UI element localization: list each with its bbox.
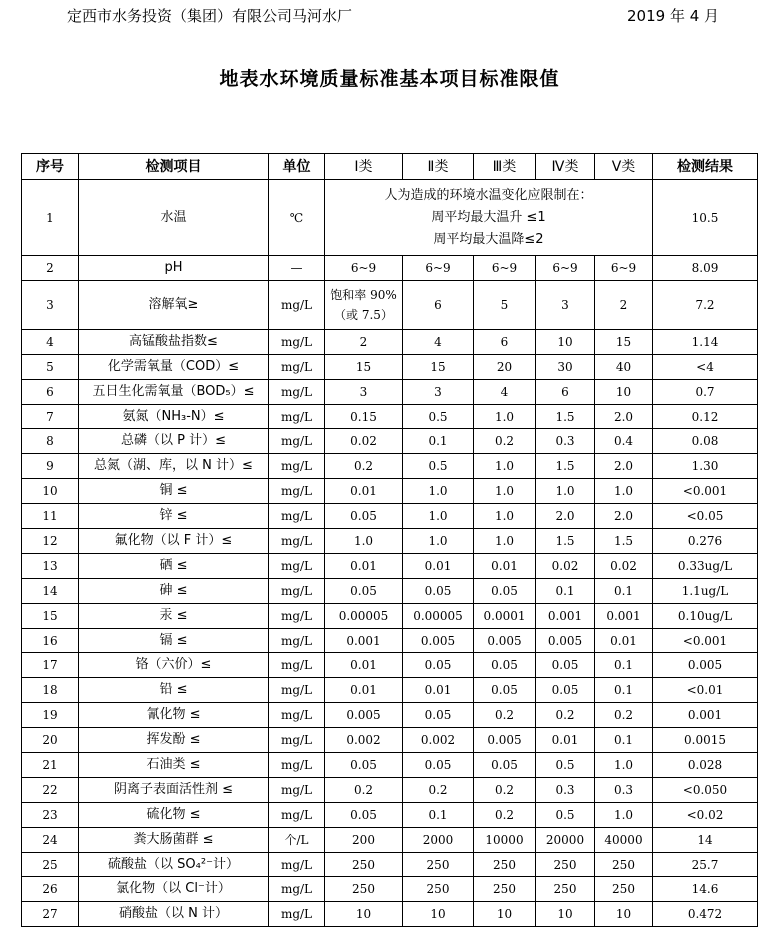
organization-name: 定西市水务投资（集团）有限公司马河水厂 [67,7,353,25]
table-row [22,628,758,653]
cell-class4: 1.5 [536,454,595,479]
cell-no: 10 [22,479,79,504]
col-header-class1: Ⅰ类 [325,154,403,180]
cell-class4: 30 [536,354,595,379]
table-row [22,454,758,479]
cell-class4: 2.0 [536,504,595,529]
cell-no: 20 [22,728,79,753]
col-header-class2: Ⅱ类 [403,154,474,180]
cell-item: 硝酸盐（以 N 计） [79,902,269,927]
cell-class2: 250 [403,852,474,877]
cell-no: 15 [22,603,79,628]
table-row [22,877,758,902]
table-row [22,802,758,827]
table-row [22,379,758,404]
standards-table [21,153,758,927]
cell-class5: 250 [595,852,653,877]
cell-class4: 0.02 [536,553,595,578]
cell-class5: 0.4 [595,429,653,454]
table-row [22,777,758,802]
table-row [22,553,758,578]
cell-class3: 0.2 [474,429,536,454]
cell-result: <0.01 [653,678,758,703]
cell-class2: 3 [403,379,474,404]
cell-class2: 10 [403,902,474,927]
cell-class5: 0.2 [595,703,653,728]
cell-class4: 1.0 [536,479,595,504]
table-row [22,902,758,927]
cell-class1: 0.2 [325,454,403,479]
cell-class5: 0.1 [595,678,653,703]
cell-class1: 250 [325,877,403,902]
cell-no: 8 [22,429,79,454]
cell-class1: 0.01 [325,553,403,578]
cell-unit: mg/L [269,404,325,429]
cell-class2: 2000 [403,827,474,852]
cell-result: 0.0015 [653,728,758,753]
cell-class5: 10 [595,379,653,404]
report-date: 2019 年 4 月 [627,7,720,25]
cell-result: <0.001 [653,628,758,653]
cell-result: 14.6 [653,877,758,902]
cell-item: 汞 ≤ [79,603,269,628]
cell-class3: 0.05 [474,578,536,603]
cell-class3: 250 [474,877,536,902]
cell-no: 16 [22,628,79,653]
cell-unit: mg/L [269,678,325,703]
cell-class2: 6 [403,280,474,329]
cell-result: 10.5 [653,180,758,256]
col-header-result: 检测结果 [653,154,758,180]
cell-class1: 6~9 [325,256,403,281]
cell-class2: 0.00005 [403,603,474,628]
cell-item: 氰化物 ≤ [79,703,269,728]
cell-class1: 0.005 [325,703,403,728]
cell-class4: 0.2 [536,703,595,728]
cell-item: 铬（六价）≤ [79,653,269,678]
table-row [22,678,758,703]
cell-class5: 0.1 [595,653,653,678]
table-row [22,280,758,329]
cell-item: 硫酸盐（以 SO₄²⁻计） [79,852,269,877]
cell-class2: 0.002 [403,728,474,753]
cell-item: 氯化物（以 Cl⁻计） [79,877,269,902]
cell-item: 铅 ≤ [79,678,269,703]
cell-class2: 0.5 [403,404,474,429]
cell-result: 0.001 [653,703,758,728]
table-header-row [22,154,758,180]
cell-class1: 0.2 [325,777,403,802]
cell-class4: 0.5 [536,802,595,827]
cell-class5: 1.0 [595,479,653,504]
cell-unit: ℃ [269,180,325,256]
cell-class2: 4 [403,329,474,354]
cell-unit: mg/L [269,479,325,504]
cell-unit: mg/L [269,877,325,902]
cell-class1: 0.15 [325,404,403,429]
cell-result: 0.472 [653,902,758,927]
notice-line: 人为造成的环境水温变化应限制在： [384,187,593,203]
cell-class1: 0.001 [325,628,403,653]
table-row [22,603,758,628]
cell-item: 砷 ≤ [79,578,269,603]
cell-class5: 2.0 [595,454,653,479]
cell-unit: mg/L [269,902,325,927]
cell-class3: 0.0001 [474,603,536,628]
cell-unit: mg/L [269,852,325,877]
cell-unit: mg/L [269,653,325,678]
cell-unit: 个/L [269,827,325,852]
cell-class3: 10 [474,902,536,927]
cell-class5: 1.5 [595,529,653,554]
cell-no: 27 [22,902,79,927]
cell-item: 五日生化需氧量（BOD₅）≤ [79,379,269,404]
cell-no: 21 [22,753,79,778]
cell-result: 0.33ug/L [653,553,758,578]
notice-line: 周平均最大温降≤2 [433,231,544,247]
cell-item: 总氮（湖、库，以 N 计）≤ [79,454,269,479]
cell-class5: 0.3 [595,777,653,802]
cell-item: 硫化物 ≤ [79,802,269,827]
table-row [22,429,758,454]
table-row [22,479,758,504]
cell-no: 22 [22,777,79,802]
cell-class3: 5 [474,280,536,329]
cell-class3: 1.0 [474,404,536,429]
cell-class4: 0.05 [536,653,595,678]
cell-result: 1.1ug/L [653,578,758,603]
cell-item: 锌 ≤ [79,504,269,529]
cell-item: pH [79,256,269,281]
cell-no: 14 [22,578,79,603]
cell-unit: mg/L [269,329,325,354]
cell-no: 18 [22,678,79,703]
cell-class5: 250 [595,877,653,902]
cell-class5: 0.01 [595,628,653,653]
cell-class1: 0.002 [325,728,403,753]
cell-result: 0.028 [653,753,758,778]
cell-class1: 200 [325,827,403,852]
cell-class1: 0.01 [325,678,403,703]
cell-class1: 0.01 [325,653,403,678]
cell-line: 饱和率 90% [330,287,397,302]
cell-class3: 0.01 [474,553,536,578]
cell-class3: 1.0 [474,454,536,479]
cell-item: 溶解氧≥ [79,280,269,329]
cell-class4: 0.001 [536,603,595,628]
cell-result: 7.2 [653,280,758,329]
cell-result: 0.08 [653,429,758,454]
cell-unit: — [269,256,325,281]
cell-class1: 15 [325,354,403,379]
cell-class2: 0.05 [403,703,474,728]
cell-no: 11 [22,504,79,529]
table-row [22,256,758,281]
cell-class2: 1.0 [403,504,474,529]
cell-class2: 0.01 [403,553,474,578]
cell-class1: 1.0 [325,529,403,554]
cell-class4: 0.1 [536,578,595,603]
cell-class1: 0.05 [325,504,403,529]
cell-item: 挥发酚 ≤ [79,728,269,753]
cell-item: 总磷（以 P 计）≤ [79,429,269,454]
cell-result: <0.050 [653,777,758,802]
col-header-class4: Ⅳ类 [536,154,595,180]
cell-class4: 0.5 [536,753,595,778]
cell-class3: 0.2 [474,703,536,728]
cell-class1 [325,280,403,329]
cell-class5: 10 [595,902,653,927]
cell-unit: mg/L [269,354,325,379]
cell-no: 17 [22,653,79,678]
cell-unit: mg/L [269,753,325,778]
cell-class2: 0.1 [403,802,474,827]
cell-item: 镉 ≤ [79,628,269,653]
cell-unit: mg/L [269,504,325,529]
cell-no: 23 [22,802,79,827]
col-header-class5: Ⅴ类 [595,154,653,180]
cell-class1: 3 [325,379,403,404]
cell-class4: 1.5 [536,404,595,429]
cell-unit: mg/L [269,728,325,753]
cell-class3: 4 [474,379,536,404]
cell-class3: 20 [474,354,536,379]
cell-unit: mg/L [269,454,325,479]
cell-no: 13 [22,553,79,578]
cell-class3: 0.2 [474,777,536,802]
cell-class3: 6~9 [474,256,536,281]
cell-temperature-limit [325,180,653,256]
cell-result: 1.30 [653,454,758,479]
cell-no: 4 [22,329,79,354]
cell-class4: 0.05 [536,678,595,703]
cell-no: 25 [22,852,79,877]
cell-class3: 0.005 [474,728,536,753]
cell-class4: 1.5 [536,529,595,554]
col-header-unit: 单位 [269,154,325,180]
cell-class1: 0.05 [325,578,403,603]
cell-result: 1.14 [653,329,758,354]
cell-no: 6 [22,379,79,404]
cell-no: 5 [22,354,79,379]
cell-class4: 0.3 [536,429,595,454]
cell-result: 0.10ug/L [653,603,758,628]
cell-class3: 0.005 [474,628,536,653]
cell-class5: 40000 [595,827,653,852]
table-row [22,728,758,753]
table-row [22,578,758,603]
cell-class3: 1.0 [474,479,536,504]
table-row [22,180,758,256]
cell-class1: 250 [325,852,403,877]
table-row [22,504,758,529]
cell-unit: mg/L [269,703,325,728]
col-header-no: 序号 [22,154,79,180]
table-row [22,653,758,678]
cell-no: 2 [22,256,79,281]
cell-class2: 0.05 [403,578,474,603]
cell-no: 24 [22,827,79,852]
cell-class3: 0.05 [474,678,536,703]
table-row [22,354,758,379]
cell-class5: 0.1 [595,578,653,603]
cell-no: 19 [22,703,79,728]
cell-unit: mg/L [269,553,325,578]
cell-item: 硒 ≤ [79,553,269,578]
cell-class5: 2.0 [595,404,653,429]
table-row [22,529,758,554]
document-title: 地表水环境质量标准基本项目标准限值 [219,68,560,90]
cell-class5: 15 [595,329,653,354]
cell-unit: mg/L [269,429,325,454]
cell-no: 9 [22,454,79,479]
cell-item: 高锰酸盐指数≤ [79,329,269,354]
cell-class4: 10 [536,902,595,927]
table-row [22,852,758,877]
cell-result: 8.09 [653,256,758,281]
cell-no: 7 [22,404,79,429]
cell-unit: mg/L [269,777,325,802]
cell-class3: 10000 [474,827,536,852]
cell-unit: mg/L [269,379,325,404]
cell-class1: 0.00005 [325,603,403,628]
cell-class3: 1.0 [474,504,536,529]
cell-class2: 0.005 [403,628,474,653]
cell-class5: 2 [595,280,653,329]
cell-class2: 15 [403,354,474,379]
cell-unit: mg/L [269,802,325,827]
cell-class4: 0.005 [536,628,595,653]
cell-item: 阴离子表面活性剂 ≤ [79,777,269,802]
cell-item: 水温 [79,180,269,256]
cell-class5: 0.1 [595,728,653,753]
cell-class3: 0.05 [474,653,536,678]
cell-no: 1 [22,180,79,256]
cell-unit: mg/L [269,603,325,628]
cell-class4: 6~9 [536,256,595,281]
cell-item: 氨氮（NH₃-N）≤ [79,404,269,429]
cell-result: 0.12 [653,404,758,429]
cell-no: 12 [22,529,79,554]
cell-class2: 0.1 [403,429,474,454]
cell-class1: 0.05 [325,753,403,778]
cell-class4: 3 [536,280,595,329]
cell-class2: 0.05 [403,753,474,778]
cell-item: 铜 ≤ [79,479,269,504]
cell-class5: 40 [595,354,653,379]
table-row [22,404,758,429]
cell-class5: 1.0 [595,753,653,778]
cell-class4: 250 [536,877,595,902]
cell-class3: 0.05 [474,753,536,778]
cell-class3: 0.2 [474,802,536,827]
table-row [22,329,758,354]
cell-item: 化学需氧量（COD）≤ [79,354,269,379]
cell-class2: 0.5 [403,454,474,479]
cell-class5: 0.001 [595,603,653,628]
cell-class2: 0.2 [403,777,474,802]
cell-result: <4 [653,354,758,379]
cell-result: 14 [653,827,758,852]
cell-result: <0.02 [653,802,758,827]
cell-class5: 0.02 [595,553,653,578]
cell-no: 3 [22,280,79,329]
cell-class3: 1.0 [474,529,536,554]
cell-class4: 20000 [536,827,595,852]
cell-class2: 1.0 [403,529,474,554]
cell-class2: 250 [403,877,474,902]
notice-line: 周平均最大温升 ≤1 [431,209,546,225]
col-header-item: 检测项目 [79,154,269,180]
cell-unit: mg/L [269,280,325,329]
cell-class1: 2 [325,329,403,354]
cell-item: 石油类 ≤ [79,753,269,778]
cell-class3: 6 [474,329,536,354]
cell-class2: 0.05 [403,653,474,678]
cell-class4: 6 [536,379,595,404]
cell-class3: 250 [474,852,536,877]
table-row [22,703,758,728]
cell-unit: mg/L [269,628,325,653]
cell-result: <0.001 [653,479,758,504]
cell-result: 0.276 [653,529,758,554]
cell-class2: 0.01 [403,678,474,703]
cell-no: 26 [22,877,79,902]
cell-class1: 0.01 [325,479,403,504]
cell-class4: 0.01 [536,728,595,753]
cell-class5: 2.0 [595,504,653,529]
cell-class4: 250 [536,852,595,877]
cell-line: （或 7.5） [334,307,393,322]
cell-class1: 10 [325,902,403,927]
cell-class4: 10 [536,329,595,354]
cell-class1: 0.05 [325,802,403,827]
cell-result: 0.7 [653,379,758,404]
table-row [22,827,758,852]
cell-class4: 0.3 [536,777,595,802]
col-header-class3: Ⅲ类 [474,154,536,180]
cell-item: 氟化物（以 F 计）≤ [79,529,269,554]
table-row [22,753,758,778]
cell-result: 0.005 [653,653,758,678]
cell-unit: mg/L [269,578,325,603]
cell-result: <0.05 [653,504,758,529]
cell-class5: 6~9 [595,256,653,281]
cell-result: 25.7 [653,852,758,877]
cell-class2: 6~9 [403,256,474,281]
cell-class5: 1.0 [595,802,653,827]
cell-class1: 0.02 [325,429,403,454]
cell-unit: mg/L [269,529,325,554]
cell-item: 粪大肠菌群 ≤ [79,827,269,852]
cell-class2: 1.0 [403,479,474,504]
